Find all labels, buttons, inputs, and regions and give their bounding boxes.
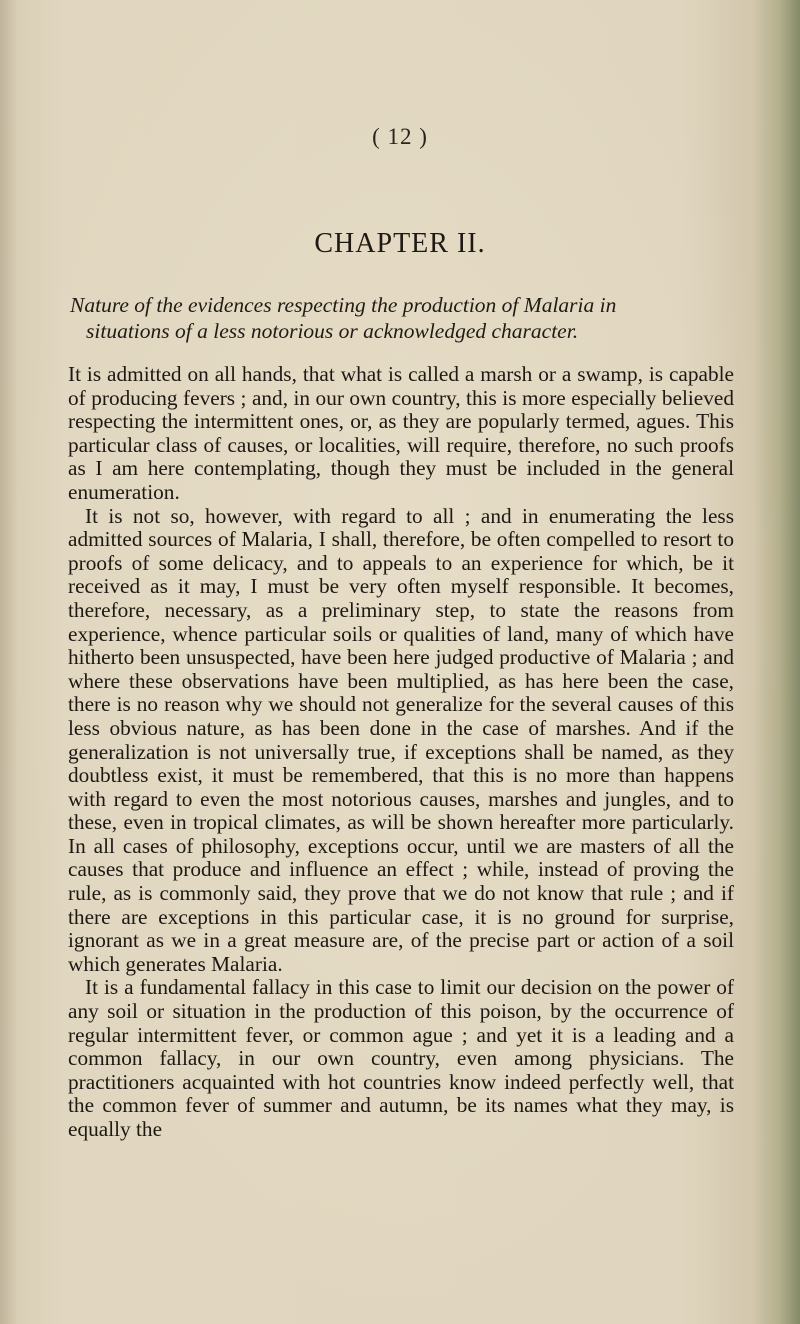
page-left-edge — [0, 0, 18, 1324]
paragraph: It is a fundamental fallacy in this case to limit our decision on the power of any soil or situation in the production of this poison, by the occurrence of regular intermittent fever, or common ague ; and yet it is a leading and a common fallacy, in our own country, even among physicians. The practitioners acquainted with hot countries know indeed perfectly well, that the common fever of summer and autumn, be its names what they may, is equally the — [68, 975, 734, 1141]
body-text — [68, 363, 734, 1142]
paragraph: It is admitted on all hands, that what is called a marsh or a swamp, is capable of producing fevers ; and, in our own country, this is more especially believed respecting the intermittent ones, or, as they are popularly termed, agues. This particular class of causes, or localities, will require, therefore, no such proofs as I am here contemplating, though they must be included in the general enumeration. — [68, 362, 734, 504]
chapter-subtitle — [70, 292, 730, 344]
subtitle-line-2: situations of a less notorious or acknowledged character. — [86, 319, 579, 343]
page-number: ( 12 ) — [372, 124, 428, 149]
subtitle-line-1: Nature of the evidences respecting the production of Malaria in — [70, 293, 617, 317]
page-right-edge — [754, 0, 800, 1324]
paragraph: It is not so, however, with regard to all ; and in enumerating the less admitted sources of Malaria, I shall, therefore, be often compelled to resort to proofs of some delicacy, and to appeals to an experience for which, be it received as it may, I must be very often myself responsible. It becomes, therefore, necessary, as a preliminary step, to state the reasons from experience, whence particular soils or qualities of land, many of which have hitherto been unsuspected, have been here judged productive of Malaria ; and where these observations have been multiplied, as has here been the case, there is no reason why we should not generalize for the several causes of this less obvious nature, as has been done in the case of marshes. And if the generalization is not universally true, if exceptions shall be named, as they doubtless exist, it must be remembered, that this is no more than happens with regard to even the most notorious causes, marshes and jungles, and to these, even in tropical climates, as will be shown hereafter more particularly. In all cases of philosophy, exceptions occur, until we are masters of all the causes that produce and influence an effect ; while, instead of proving the rule, as is commonly said, they prove that we do not know that rule ; and if there are exceptions in this particular case, it is no ground for surprise, ignorant as we in a great measure are, of the precise part or action of a soil which generates Malaria. — [68, 503, 734, 976]
chapter-title: CHAPTER II. — [314, 228, 486, 259]
